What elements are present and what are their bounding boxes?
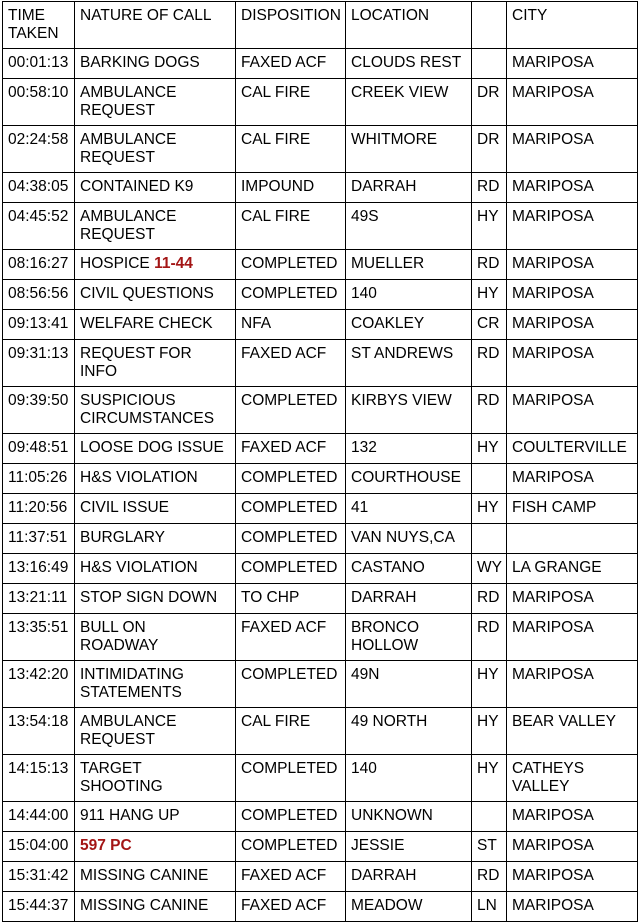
cell-time: 00:58:10 [3, 79, 75, 126]
cell-nature [75, 464, 236, 494]
nature-text: CIVIL QUESTIONS [80, 285, 214, 302]
cell-location: WHITMORE [346, 126, 472, 173]
table-row [3, 708, 638, 755]
table-row [3, 464, 638, 494]
cell-time: 09:39:50 [3, 387, 75, 434]
cell-suffix: HY [472, 280, 507, 310]
cell-disposition: CAL FIRE [236, 126, 346, 173]
cell-time: 04:38:05 [3, 173, 75, 203]
cell-location: COURTHOUSE [346, 464, 472, 494]
cell-suffix: DR [472, 79, 507, 126]
cell-suffix [472, 49, 507, 79]
table-row [3, 802, 638, 832]
nature-code: 11-44 [154, 255, 193, 272]
cell-city: MARIPOSA [507, 464, 638, 494]
cell-city: MARIPOSA [507, 310, 638, 340]
cell-location: CLOUDS REST [346, 49, 472, 79]
cell-disposition: CAL FIRE [236, 708, 346, 755]
cell-disposition: IMPOUND [236, 173, 346, 203]
cell-suffix: LN [472, 892, 507, 922]
nature-text: INTIMIDATING STATEMENTS [80, 666, 184, 701]
cell-location: 49N [346, 661, 472, 708]
cell-time: 14:15:13 [3, 755, 75, 802]
nature-text: CIVIL ISSUE [80, 499, 170, 516]
cell-time: 13:42:20 [3, 661, 75, 708]
table-row [3, 524, 638, 554]
cell-time: 15:31:42 [3, 862, 75, 892]
cell-city: MARIPOSA [507, 203, 638, 250]
table-row [3, 755, 638, 802]
cell-disposition: COMPLETED [236, 524, 346, 554]
table-row [3, 892, 638, 922]
cell-nature [75, 802, 236, 832]
cell-city: MARIPOSA [507, 126, 638, 173]
nature-code: 597 PC [80, 837, 132, 854]
cell-city: MARIPOSA [507, 49, 638, 79]
cell-location: COAKLEY [346, 310, 472, 340]
cell-nature [75, 494, 236, 524]
cell-location: CREEK VIEW [346, 79, 472, 126]
cell-suffix: RD [472, 584, 507, 614]
cell-time: 04:45:52 [3, 203, 75, 250]
header-city: CITY [507, 2, 638, 49]
table-row [3, 862, 638, 892]
table-row [3, 340, 638, 387]
cell-suffix: RD [472, 862, 507, 892]
nature-text: 911 HANG UP [80, 807, 180, 824]
cell-location: MUELLER [346, 250, 472, 280]
header-row [3, 2, 638, 49]
cell-time: 09:48:51 [3, 434, 75, 464]
cell-disposition: COMPLETED [236, 802, 346, 832]
table-body [3, 49, 638, 922]
table-row [3, 494, 638, 524]
cell-suffix: RD [472, 387, 507, 434]
cell-time: 11:20:56 [3, 494, 75, 524]
cell-city: MARIPOSA [507, 387, 638, 434]
cell-disposition: FAXED ACF [236, 892, 346, 922]
cell-suffix: HY [472, 434, 507, 464]
cell-disposition: TO CHP [236, 584, 346, 614]
cell-suffix [472, 524, 507, 554]
cell-nature [75, 892, 236, 922]
cell-location: JESSIE [346, 832, 472, 862]
cell-nature [75, 755, 236, 802]
cell-suffix: HY [472, 708, 507, 755]
nature-text: AMBULANCE REQUEST [80, 84, 177, 119]
cell-time: 14:44:00 [3, 802, 75, 832]
cell-time: 09:13:41 [3, 310, 75, 340]
cell-time: 00:01:13 [3, 49, 75, 79]
cell-suffix [472, 464, 507, 494]
cell-time: 11:05:26 [3, 464, 75, 494]
nature-text: CONTAINED K9 [80, 178, 194, 195]
header-location: LOCATION [346, 2, 472, 49]
cell-nature [75, 310, 236, 340]
table-row [3, 126, 638, 173]
cell-nature [75, 434, 236, 464]
table-row [3, 250, 638, 280]
cell-city: COULTERVILLE [507, 434, 638, 464]
header-disposition: DISPOSITION [236, 2, 346, 49]
cell-disposition: COMPLETED [236, 464, 346, 494]
table-row [3, 173, 638, 203]
cell-disposition: FAXED ACF [236, 862, 346, 892]
cell-city: FISH CAMP [507, 494, 638, 524]
nature-text: REQUEST FOR INFO [80, 345, 192, 380]
cell-time: 15:44:37 [3, 892, 75, 922]
table-row [3, 203, 638, 250]
cell-location: 132 [346, 434, 472, 464]
cell-nature [75, 614, 236, 661]
table-row [3, 554, 638, 584]
cell-city: MARIPOSA [507, 584, 638, 614]
call-log-table [2, 1, 638, 922]
cell-location: 41 [346, 494, 472, 524]
table-row [3, 434, 638, 464]
nature-text: BULL ON ROADWAY [80, 619, 159, 654]
nature-text: WELFARE CHECK [80, 315, 213, 332]
cell-suffix: CR [472, 310, 507, 340]
cell-suffix [472, 802, 507, 832]
nature-text: H&S VIOLATION [80, 469, 198, 486]
cell-city: BEAR VALLEY [507, 708, 638, 755]
cell-suffix: ST [472, 832, 507, 862]
cell-disposition: COMPLETED [236, 832, 346, 862]
table-row [3, 280, 638, 310]
cell-disposition: COMPLETED [236, 280, 346, 310]
nature-text: HOSPICE [80, 255, 155, 272]
cell-disposition: COMPLETED [236, 494, 346, 524]
cell-time: 09:31:13 [3, 340, 75, 387]
cell-location: 49S [346, 203, 472, 250]
cell-location: ST ANDREWS [346, 340, 472, 387]
cell-suffix: RD [472, 614, 507, 661]
cell-suffix: WY [472, 554, 507, 584]
cell-location: DARRAH [346, 862, 472, 892]
cell-city: MARIPOSA [507, 173, 638, 203]
cell-time: 15:04:00 [3, 832, 75, 862]
nature-text: H&S VIOLATION [80, 559, 198, 576]
cell-suffix: RD [472, 250, 507, 280]
cell-suffix: HY [472, 494, 507, 524]
cell-location: 140 [346, 755, 472, 802]
cell-city: MARIPOSA [507, 79, 638, 126]
cell-city: CATHEYS VALLEY [507, 755, 638, 802]
cell-disposition: COMPLETED [236, 661, 346, 708]
header-time-taken: TIME TAKEN [3, 2, 75, 49]
cell-location: 140 [346, 280, 472, 310]
cell-city: LA GRANGE [507, 554, 638, 584]
nature-text: BURGLARY [80, 529, 165, 546]
cell-nature [75, 250, 236, 280]
cell-disposition: COMPLETED [236, 554, 346, 584]
nature-text: AMBULANCE REQUEST [80, 131, 177, 166]
cell-nature [75, 79, 236, 126]
cell-city: MARIPOSA [507, 892, 638, 922]
cell-location: KIRBYS VIEW [346, 387, 472, 434]
cell-suffix: HY [472, 661, 507, 708]
table-row [3, 661, 638, 708]
cell-time: 13:54:18 [3, 708, 75, 755]
cell-time: 08:16:27 [3, 250, 75, 280]
header-nature-of-call: NATURE OF CALL [75, 2, 236, 49]
cell-disposition: FAXED ACF [236, 49, 346, 79]
table-row [3, 49, 638, 79]
table-row [3, 614, 638, 661]
cell-time: 08:56:56 [3, 280, 75, 310]
cell-nature [75, 524, 236, 554]
cell-location: VAN NUYS,CA [346, 524, 472, 554]
cell-disposition: CAL FIRE [236, 79, 346, 126]
cell-city: MARIPOSA [507, 832, 638, 862]
nature-text: MISSING CANINE [80, 897, 209, 914]
cell-suffix: HY [472, 203, 507, 250]
cell-time: 02:24:58 [3, 126, 75, 173]
nature-text: AMBULANCE REQUEST [80, 208, 177, 243]
cell-disposition: NFA [236, 310, 346, 340]
cell-nature [75, 584, 236, 614]
cell-disposition: COMPLETED [236, 755, 346, 802]
table-row [3, 387, 638, 434]
table-row [3, 584, 638, 614]
cell-location: 49 NORTH [346, 708, 472, 755]
cell-disposition: COMPLETED [236, 387, 346, 434]
cell-city: MARIPOSA [507, 862, 638, 892]
nature-text: SUSPICIOUS CIRCUMSTANCES [80, 392, 215, 427]
cell-nature [75, 832, 236, 862]
nature-text: LOOSE DOG ISSUE [80, 439, 224, 456]
cell-disposition: CAL FIRE [236, 203, 346, 250]
table-row [3, 832, 638, 862]
nature-text: MISSING CANINE [80, 867, 209, 884]
cell-suffix: DR [472, 126, 507, 173]
cell-city: MARIPOSA [507, 614, 638, 661]
cell-nature [75, 387, 236, 434]
cell-time: 11:37:51 [3, 524, 75, 554]
cell-location: UNKNOWN [346, 802, 472, 832]
cell-city: MARIPOSA [507, 280, 638, 310]
cell-nature [75, 340, 236, 387]
nature-text: TARGET SHOOTING [80, 760, 163, 795]
cell-location: DARRAH [346, 173, 472, 203]
cell-nature [75, 126, 236, 173]
cell-nature [75, 173, 236, 203]
cell-city: MARIPOSA [507, 340, 638, 387]
cell-nature [75, 862, 236, 892]
cell-suffix: RD [472, 173, 507, 203]
cell-city: MARIPOSA [507, 802, 638, 832]
cell-nature [75, 661, 236, 708]
nature-text: AMBULANCE REQUEST [80, 713, 177, 748]
cell-time: 13:35:51 [3, 614, 75, 661]
cell-suffix: RD [472, 340, 507, 387]
cell-nature [75, 203, 236, 250]
cell-disposition: FAXED ACF [236, 340, 346, 387]
nature-text: BARKING DOGS [80, 54, 200, 71]
cell-location: CASTANO [346, 554, 472, 584]
cell-city: MARIPOSA [507, 250, 638, 280]
cell-location: BRONCO HOLLOW [346, 614, 472, 661]
cell-time: 13:16:49 [3, 554, 75, 584]
cell-time: 13:21:11 [3, 584, 75, 614]
nature-text: STOP SIGN DOWN [80, 589, 218, 606]
cell-nature [75, 49, 236, 79]
cell-location: MEADOW [346, 892, 472, 922]
cell-nature [75, 280, 236, 310]
cell-disposition: FAXED ACF [236, 614, 346, 661]
cell-city: MARIPOSA [507, 661, 638, 708]
cell-suffix: HY [472, 755, 507, 802]
table-row [3, 79, 638, 126]
cell-city [507, 524, 638, 554]
cell-disposition: FAXED ACF [236, 434, 346, 464]
cell-disposition: COMPLETED [236, 250, 346, 280]
cell-nature [75, 708, 236, 755]
table-row [3, 310, 638, 340]
cell-nature [75, 554, 236, 584]
cell-location: DARRAH [346, 584, 472, 614]
header-suffix [472, 2, 507, 49]
